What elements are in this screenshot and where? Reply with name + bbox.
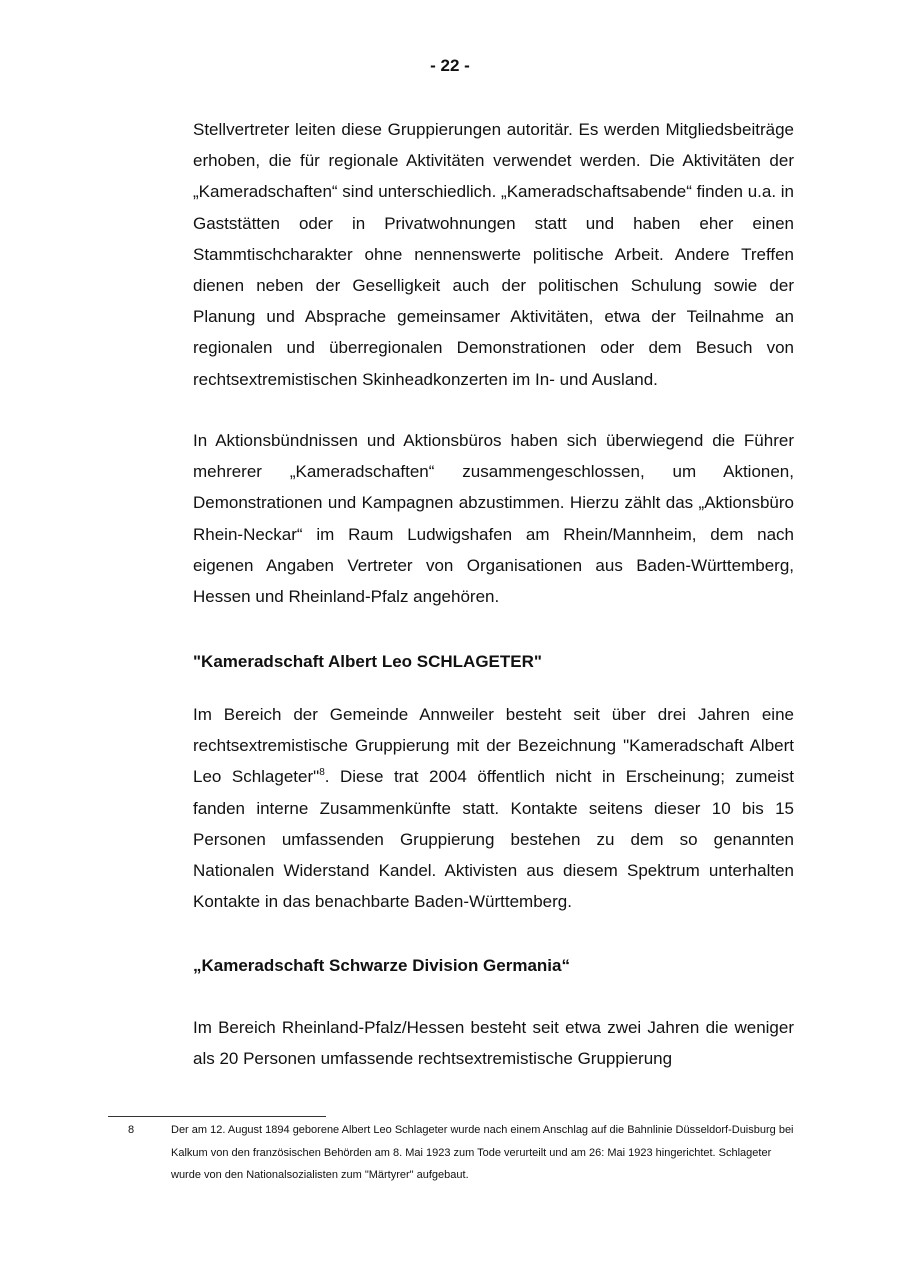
paragraph-schwarze-division: Im Bereich Rheinland-Pfalz/Hessen besteht seit etwa zwei Jahren die weniger als 20 Personen umfassende rechtsextremistische Gruppierung xyxy=(193,1018,794,1069)
page-number: - 22 - xyxy=(430,56,470,75)
footnote-text: Der am 12. August 1894 geborene Albert Leo Schlageter wurde nach einem Anschlag auf die Bahnlinie Düsseldorf-Duisburg bei Kalkum von den französischen Behörden am 8. Mai 1923 zum Tode verurteilt und am 26: Mai 1923 hingerichtet. Schlageter wurde von den Nationalsozialisten zum "Märtyrer" aufgebaut. xyxy=(171,1124,794,1181)
heading-kameradschaft-schlageter: "Kameradschaft Albert Leo SCHLAGETER" xyxy=(193,652,542,671)
paragraph-kameradschaften-activities: Stellvertreter leiten diese Gruppierungen autoritär. Es werden Mitgliedsbeiträge erhoben, die für regionale Aktivitäten verwendet werden. Die Aktivitäten der „Kameradschaften“ sind unterschiedlich. „Kameradschaftsabende“ finden u.a. in Gaststätten oder in Privatwohnungen statt und haben eher einen Stammtischcharakter ohne nennenswerte politische Arbeit. Andere Treffen dienen neben der Geselligkeit auch der politischen Schulung sowie der Planung und Absprache gemeinsamer Aktivitäten, etwa der Teilnahme an regionalen und überregionalen Demonstrationen oder dem Besuch von rechtsextremistischen Skinheadkonzerten im In- und Ausland. xyxy=(193,120,795,389)
paragraph-schlageter-part2: . Diese trat 2004 öffentlich nicht in Erscheinung; zumeist fanden interne Zusammenkünfte statt. Kontakte seitens dieser 10 bis 15 Personen umfassenden Gruppierung bestehen zu dem so genannten Nationalen Widerstand Kandel. Aktivisten aus diesem Spektrum unterhalten Kontakte in das benachbarte Baden-Württemberg. xyxy=(193,767,794,912)
paragraph-aktionsbuendnisse: In Aktionsbündnissen und Aktionsbüros haben sich überwiegend die Führer mehrerer „Kameradschaften“ zusammengeschlossen, um Aktionen, Demonstrationen und Kampagnen abzustimmen. Hierzu zählt das „Aktionsbüro Rhein-Neckar“ im Raum Ludwigshafen am Rhein/Mannheim, dem nach eigenen Angaben Vertreter von Organisationen aus Baden-Württemberg, Hessen und Rheinland-Pfalz angehören. xyxy=(193,431,794,607)
paragraph-schlageter xyxy=(193,699,794,917)
paragraph-schlageter-part1: Im Bereich der Gemeinde Annweiler besteht seit über drei Jahren eine rechtsextremistische Gruppierung mit der Bezeichnung "Kameradschaft Albert Leo Schlageter" xyxy=(193,705,794,787)
footnote-reference[interactable]: 8 xyxy=(319,766,325,778)
footnote-separator xyxy=(108,1116,326,1117)
heading-schwarze-division: „Kameradschaft Schwarze Division Germania“ xyxy=(193,956,570,975)
footnote-number: 8 xyxy=(128,1124,135,1136)
